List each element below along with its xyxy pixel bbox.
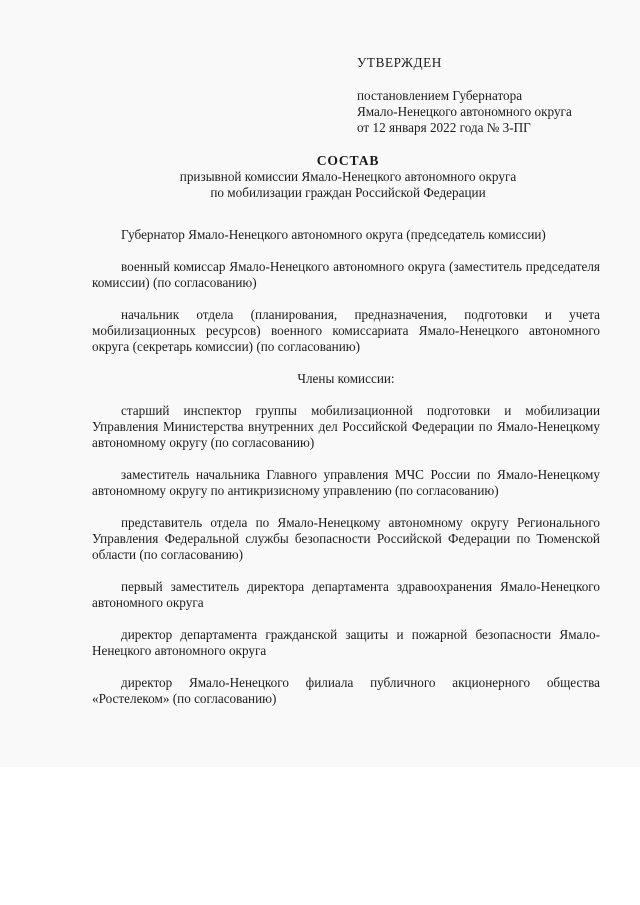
paragraph-member: директор департамента гражданской защиты и пожарной безопасности Ямало-Ненецкого автономного округа — [92, 627, 600, 658]
approval-line: Ямало-Ненецкого автономного округа — [357, 104, 572, 119]
paragraph-member: первый заместитель директора департамента здравоохранения Ямало-Ненецкого автономного округа — [92, 579, 600, 610]
approval-stamp — [357, 55, 627, 136]
paragraph-member: представитель отдела по Ямало-Ненецкому автономному округу Регионального Управления Федеральной службы безопасности Российской Федерации по Тюменской области (по согласованию) — [92, 515, 600, 562]
paragraph-member: заместитель начальника Главного управления МЧС России по Ямало-Ненецкому автономному округу по антикризисному управлению (по согласованию) — [92, 467, 600, 498]
blank-area — [0, 767, 640, 905]
document-title: СОСТАВ — [316, 153, 380, 168]
approval-line: постановлением Губернатора — [357, 88, 523, 103]
paragraph-member: старший инспектор группы мобилизационной подготовки и мобилизации Управления Министерства внутренних дел Российской Федерации по Ямало-Ненецкому автономному округу (по согласованию) — [92, 403, 600, 450]
document-subtitle: по мобилизации граждан Российской Федерации — [210, 185, 486, 200]
members-heading: Члены комиссии: — [297, 371, 395, 386]
paragraph-chairman: Губернатор Ямало-Ненецкого автономного округа (председатель комиссии) — [121, 227, 546, 242]
paragraph-member: директор Ямало-Ненецкого филиала публичного акционерного общества «Ростелеком» (по согласованию) — [92, 675, 600, 706]
approval-heading: УТВЕРЖДЕН — [357, 55, 442, 70]
paragraph-secretary: начальник отдела (планирования, предназначения, подготовки и учета мобилизационных ресурсов) военного комиссариата Ямало-Ненецкого автономного округа (секретарь комиссии) (по согласованию) — [92, 307, 600, 354]
approval-date-line: от 12 января 2022 года № 3-ПГ — [357, 120, 531, 135]
document-subtitle: призывной комиссии Ямало-Ненецкого автономного округа — [179, 169, 517, 184]
paragraph-deputy-chairman: военный комиссар Ямало-Ненецкого автономного округа (заместитель председателя комиссии) (по согласованию) — [92, 259, 600, 290]
document-body — [92, 227, 600, 707]
document-title-block — [90, 153, 606, 201]
